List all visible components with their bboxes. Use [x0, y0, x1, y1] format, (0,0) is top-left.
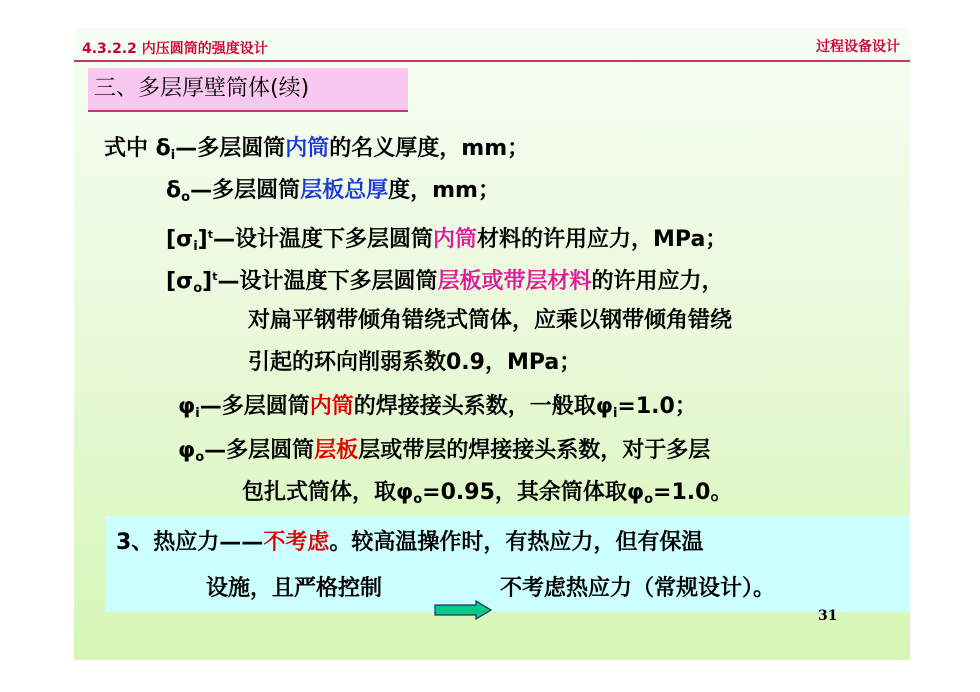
sigma-o-note-line2: 引起的环向削弱系数0.9，MPa； — [248, 350, 582, 375]
sigma-o-note-line1: 对扁平钢带倾角错绕式筒体，应乘以钢带倾角错绕 — [248, 308, 733, 333]
definition-phi-i: $\varphi_i—$多层圆筒内筒的焊接接头系数，一般取$\varphi_i=1.0$； — [178, 394, 697, 421]
thermal-stress-line2: 设施，且严格控制 — [206, 576, 383, 601]
definition-sigma-o: $[\sigma_o]^t—$设计温度下多层圆筒层板或带层材料的许用应力， — [166, 269, 724, 296]
definition-sigma-i: $[\sigma_i]^t—$设计温度下多层圆筒内筒材料的许用应力，MPa； — [166, 227, 728, 254]
definition-phi-o: $\varphi_o—$多层圆筒层板层或带层的焊接接头系数，对于多层 — [178, 438, 711, 465]
phi-o-note: 包扎式筒体，取$\varphi_o=0.95$，其余筒体取$\varphi_o=1.0$。 — [242, 480, 733, 507]
definition-delta-o: $\delta_o—$多层圆筒层板总厚度，mm； — [166, 178, 500, 205]
slide — [74, 28, 910, 660]
page-number: 31 — [818, 608, 838, 624]
course-title: 过程设备设计 — [816, 39, 900, 55]
chapter-header: 4.3.2.2 内压圆筒的强度设计 — [82, 41, 268, 57]
thermal-stress-line1: 3、热应力——不考虑。较高温操作时，有热应力，但有保温 — [116, 530, 704, 555]
thermal-stress-conclusion: 不考虑热应力（常规设计）。 — [500, 576, 776, 601]
right-arrow-icon — [434, 600, 492, 620]
section-title: 三、多层厚壁筒体(续) — [88, 68, 408, 112]
definition-delta-i: 式中 $\delta_i—$多层圆筒内筒的名义厚度，mm； — [104, 136, 530, 163]
header-divider — [74, 60, 910, 62]
